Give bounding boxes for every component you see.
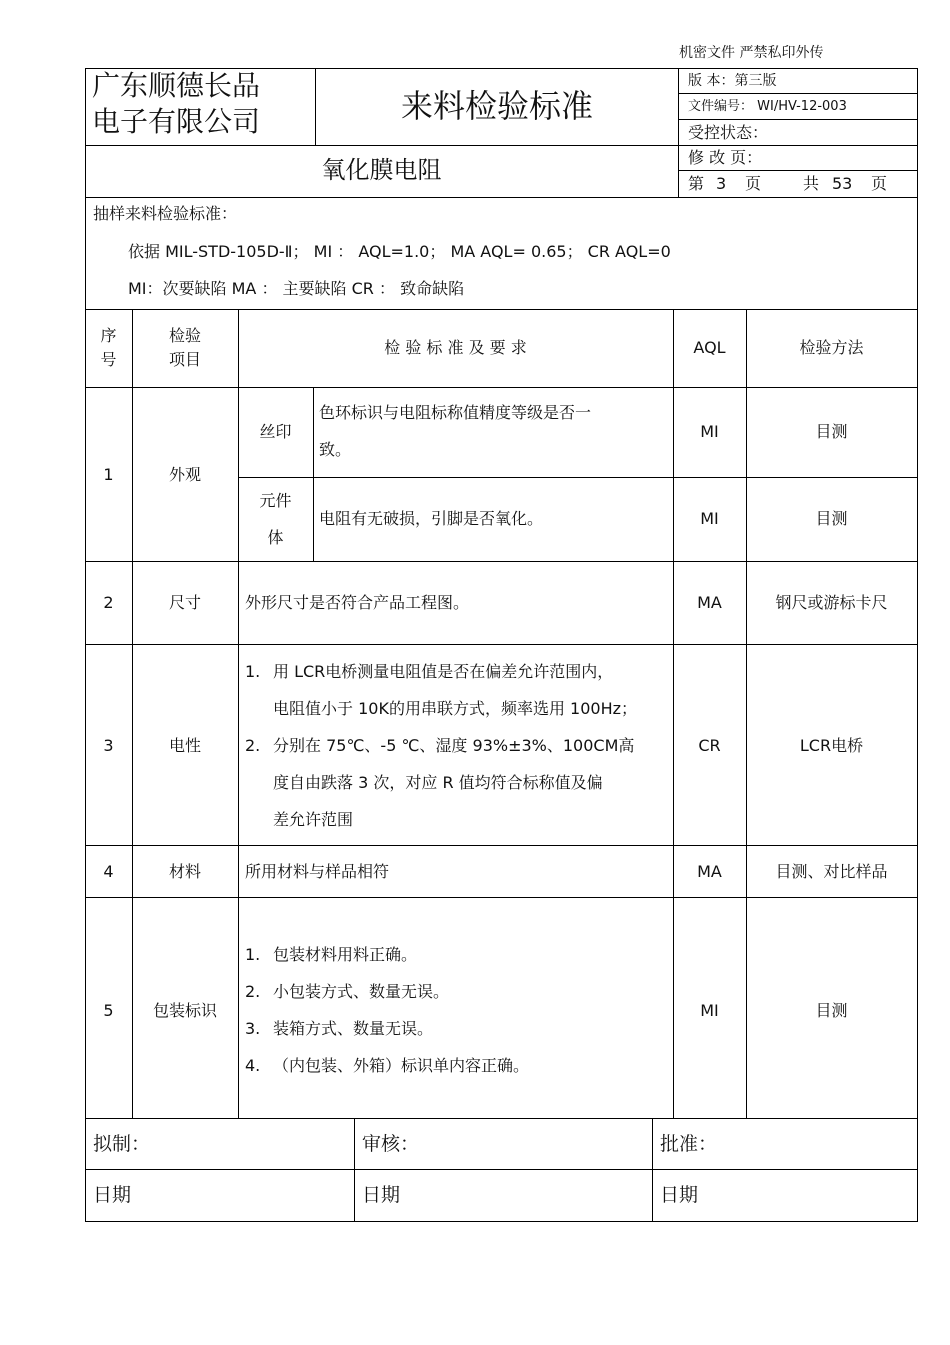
- row1-sub1-text-2: 致。: [319, 440, 352, 459]
- col-seq-header-1: 序: [100, 326, 117, 345]
- row3-line-3: 分别在 75℃、-5 ℃、湿度 93%±3%、100CM高: [273, 736, 635, 755]
- rule-row5-top: [85, 897, 918, 898]
- rule-col-seq: [132, 309, 133, 1118]
- defect-legend: MI：次要缺陷 MA ： 主要缺陷 CR ： 致命缺陷: [128, 279, 465, 298]
- rule-footer-mid: [85, 1169, 918, 1170]
- row4-item: 材料: [168, 862, 201, 881]
- row2-seq: 2: [103, 593, 114, 612]
- row3-num-1: 1.: [245, 662, 261, 681]
- row1-sub2-method: 目测: [815, 509, 848, 528]
- approved-by-label: 批准：: [660, 1133, 718, 1155]
- row3-line-2: 电阻值小于 10K的用串联方式，频率选用 100Hz；: [273, 699, 637, 718]
- rule-row3-top: [85, 644, 918, 645]
- row5-num-2: 2.: [245, 982, 261, 1001]
- row5-item: 包装标识: [152, 1001, 217, 1020]
- row1-sub2-label-1: 元件: [259, 491, 292, 510]
- row3-seq: 3: [103, 736, 114, 755]
- row5-line-4: （内包装、外箱）标识单内容正确。: [273, 1056, 530, 1075]
- revision-field: 修 改 页：: [688, 148, 763, 167]
- drafted-by-label: 拟制：: [93, 1133, 151, 1155]
- sampling-title: 抽样来料检验标准：: [93, 204, 238, 223]
- rule-footer-1: [354, 1118, 355, 1221]
- row2-standard: 外形尺寸是否符合产品工程图。: [245, 593, 470, 612]
- row1-item: 外观: [168, 465, 201, 484]
- rule-header-mid: [85, 145, 918, 146]
- row3-method: LCR电桥: [799, 736, 864, 755]
- row5-method: 目测: [815, 1001, 848, 1020]
- row4-aql: MA: [697, 862, 722, 881]
- row5-seq: 5: [103, 1001, 114, 1020]
- company-name-line2: 电子有限公司: [92, 105, 261, 138]
- rule-header-bottom: [85, 197, 918, 198]
- row2-method: 钢尺或游标卡尺: [775, 593, 888, 612]
- page-label-total: 共: [803, 174, 820, 193]
- row5-aql: MI: [700, 1001, 719, 1020]
- row5-num-1: 1.: [245, 945, 261, 964]
- approved-date-label: 日期: [660, 1184, 699, 1206]
- confidential-note: 机密文件 严禁私印外传: [679, 45, 824, 61]
- company-name-line1: 广东顺德长品: [92, 69, 261, 102]
- row5-line-3: 装箱方式、数量无误。: [273, 1019, 434, 1038]
- row1-sub2-aql: MI: [700, 509, 719, 528]
- document-title: 来料检验标准: [400, 87, 593, 125]
- row1-sub1-text-1: 色环标识与电阻标称值精度等级是否一: [319, 403, 592, 422]
- rule-footer-top: [85, 1118, 918, 1119]
- rule-row2-top: [85, 561, 918, 562]
- row1-sub1-method: 目测: [815, 422, 848, 441]
- row2-aql: MA: [697, 593, 722, 612]
- row4-method: 目测、对比样品: [775, 862, 888, 881]
- row2-item: 尺寸: [168, 593, 201, 612]
- row1-sub1-label: 丝印: [259, 422, 292, 441]
- row3-line-4: 度自由跌落 3 次，对应 R 值均符合标称值及偏: [273, 773, 603, 792]
- col-item-header-1: 检验: [168, 326, 201, 345]
- rule-footer-2: [652, 1118, 653, 1221]
- row1-sub2-label-2: 体: [267, 528, 284, 547]
- row4-seq: 4: [103, 862, 114, 881]
- rule-col-sub: [313, 387, 314, 561]
- drafted-date-label: 日期: [93, 1184, 132, 1206]
- row5-num-4: 4.: [245, 1056, 261, 1075]
- row3-line-5: 差允许范围: [273, 810, 354, 829]
- rule-row4-top: [85, 845, 918, 846]
- reviewed-by-label: 审核：: [362, 1133, 420, 1155]
- page-label-first: 第: [688, 174, 705, 193]
- page-label-ye2: 页: [871, 174, 888, 193]
- controlled-status-field: 受控状态：: [688, 123, 769, 142]
- version-field: 版 本：第三版: [688, 73, 777, 89]
- page-label-ye: 页: [745, 174, 762, 193]
- doc-number-field: 文件编号： WI/HV-12-003: [688, 99, 847, 114]
- col-item-header-2: 项目: [168, 350, 201, 369]
- sampling-basis: 依据 MIL-STD-105D-Ⅱ； MI ： AQL=1.0； MA AQL= 0.65； CR AQL=0: [128, 242, 671, 261]
- row5-line-1: 包装材料用料正确。: [273, 945, 418, 964]
- row1-seq: 1: [103, 465, 114, 484]
- rule-right: [917, 68, 918, 1221]
- col-aql-header: AQL: [693, 338, 726, 357]
- row1-sub2-text: 电阻有无破损，引脚是否氧化。: [319, 509, 544, 528]
- rule-left: [85, 68, 86, 1221]
- rule-meta-divider: [678, 68, 679, 197]
- row3-aql: CR: [698, 736, 721, 755]
- rule-bottom: [85, 1221, 918, 1222]
- row1-sub1-aql: MI: [700, 422, 719, 441]
- col-standard-header: 检 验 标 准 及 要 求: [384, 338, 527, 357]
- row3-item: 电性: [168, 736, 201, 755]
- reviewed-date-label: 日期: [362, 1184, 401, 1206]
- col-seq-header-2: 号: [100, 350, 117, 369]
- page-number: 3: [716, 174, 727, 193]
- row5-line-2: 小包装方式、数量无误。: [273, 982, 450, 1001]
- col-method-header: 检验方法: [799, 338, 864, 357]
- rule-row1-mid: [238, 477, 918, 478]
- subject-title: 氧化膜电阻: [321, 156, 442, 184]
- row5-num-3: 3.: [245, 1019, 261, 1038]
- rule-row1-top: [85, 387, 918, 388]
- row3-num-2: 2.: [245, 736, 261, 755]
- rule-table-top: [85, 309, 918, 310]
- total-pages: 53: [832, 174, 853, 193]
- row4-standard: 所用材料与样品相符: [245, 862, 390, 881]
- row3-line-1: 用 LCR电桥测量电阻值是否在偏差允许范围内，: [273, 662, 614, 681]
